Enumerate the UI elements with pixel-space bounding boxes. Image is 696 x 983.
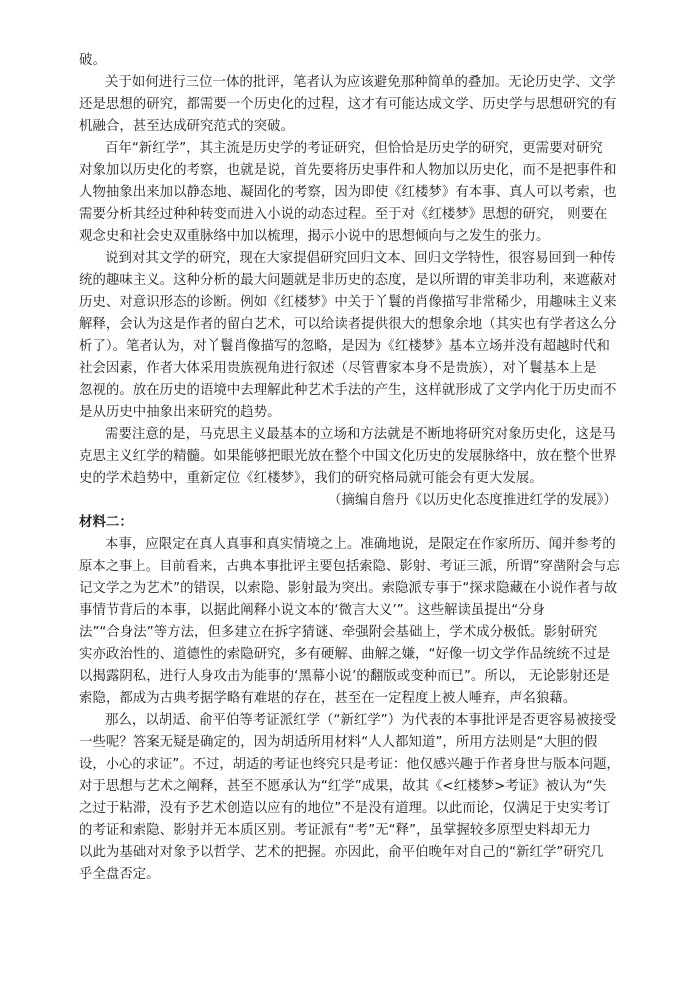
text-line: 还是思想的研究，都需要一个历史化的过程，这才有可能达成文学、历史学与思想研究的有 <box>79 97 617 112</box>
text-line: 原本之事上。目前看来，古典本事批评主要包括索隐、影射、考证三派，所谓“穿凿附会与忘 <box>79 559 620 574</box>
text-line: 对象加以历史化的考察，也就是说，首先要将历史事件和人物加以历史化，而不是把事件和 <box>79 163 617 178</box>
text-line: 是从历史中抽象出来研究的趋势。 <box>79 405 281 420</box>
section-heading: 材料二： <box>79 515 133 530</box>
text-line: 的考证和索隐、影射并无本质区别。考证派有“考”无“释”，虽掌握较多原型史料却无力 <box>79 823 591 838</box>
text-line: 破。 <box>79 53 106 68</box>
paragraph-start: 说到对其文学的研究，现在大家提倡研究回归文本、回归文学特性，很容易回到一种传 <box>105 251 616 266</box>
text-line: 机融合，甚至达成研究范式的突破。 <box>79 119 295 134</box>
text-line: 析了）。笔者认为，对丫鬟肖像描写的忽略，是因为《红楼梦》基本立场并没有超越时代和 <box>79 339 610 354</box>
text-line: 之过于粘滞，没有予艺术创造以应有的地位”不是没有道理。以此而论，仅满足于史实考订 <box>79 801 611 816</box>
text-line: 观念史和社会史双重脉络中加以梳理，揭示小说中的思想倾向与之发生的张力。 <box>79 229 550 244</box>
paragraph-start: 那么，以胡适、俞平伯等考证派红学（“新红学”）为代表的本事批评是否更容易被接受 <box>105 713 617 728</box>
text-line: 索隐，都成为古典考据学略有难堪的存在，甚至在一定程度上被人唾弃，声名狼藉。 <box>79 691 577 706</box>
text-line: 史的学术趋势中，重新定位《红楼梦》，我们的研究格局就可能会有更大发展。 <box>79 471 543 486</box>
text-line: 法”“合身法”等方法，但多建立在拆字猜谜、牵强附会基础上，学术成分极低。影射研究 <box>79 625 598 640</box>
text-line: 记文学之为艺术”的错误，以索隐、影射最为突出。索隐派专事于“探求隐藏在小说作者与故 <box>79 581 618 596</box>
text-line: 设，小心的求证”。不过，胡适的考证也终究只是考证：他仅感兴趣于作者身世与版本问题， <box>79 757 620 772</box>
text-line: 以揭露阴私，进行人身攻击为能事的‘黑幕小说’的翻版或变种而已”。所以， 无论影射还是 <box>79 669 610 684</box>
text-line: 一些呢？答案无疑是确定的，因为胡适所用材料“人人都知道”，所用方法则是“大胆的假 <box>79 735 598 750</box>
paragraph-start: 需要注意的是，马克思主义最基本的立场和方法就是不断地将研究对象历史化，这是马 <box>105 427 616 442</box>
text-line: 克思主义红学的精髓。如果能够把眼光放在整个中国文化历史的发展脉络中，放在整个世界 <box>79 449 617 464</box>
source-citation: （摘编自詹丹《以历史化态度推进红学的发展》） <box>328 493 617 508</box>
paragraph-start: 关于如何进行三位一体的批评，笔者认为应该避免那种简单的叠加。无论历史学、文学 <box>105 75 616 90</box>
text-line: 统的趣味主义。这种分析的最大问题就是非历史的态度，是以所谓的审美非功利，来遮蔽对 <box>79 273 617 288</box>
text-line: 实亦政治性的、道德性的索隐研究，多有硬解、曲解之嫌，“好像一切文学作品统统不过是 <box>79 647 611 662</box>
paragraph-start: 本事，应限定在真人真事和真实情境之上。准确地说，是限定在作家所历、闻并参考的 <box>105 537 616 552</box>
text-line: 事情节背后的本事，以据此阐释小说文本的‘微言大义’”。这些解读虽提出“分身 <box>79 603 546 618</box>
text-line: 社会因素，作者大体采用贵族视角进行叙述（尽管曹家本身不是贵族），对丫鬟基本上是 <box>79 361 597 376</box>
text-line: 解释，会认为这是作者的留白艺术，可以给读者提供很大的想象余地（其实也有学者这么分 <box>79 317 617 332</box>
paragraph-start: 百年“新红学”，其主流是历史学的考证研究，但恰恰是历史学的研究，更需要对研究 <box>105 141 603 156</box>
text-line: 乎全盘否定。 <box>79 867 160 882</box>
text-line: 以此为基础对对象予以哲学、艺术的把握。亦因此，俞平伯晚年对自己的“新红学”研究几 <box>79 845 604 860</box>
text-line: 需要分析其经过种种转变而进入小说的动态过程。至于对《红楼梦》思想的研究， 则要在 <box>79 207 608 222</box>
text-line: 历史、对意识形态的诊断。例如《红楼梦》中关于丫鬟的肖像描写非常稀少，用趣味主义来 <box>79 295 617 310</box>
text-line: 忽视的。放在历史的语境中去理解此种艺术手法的产生，这样就形成了文学内化于历史而不 <box>79 383 617 398</box>
text-line: 人物抽象出来加以静态地、凝固化的考察，因为即使《红楼梦》有本事、真人可以考索，也 <box>79 185 617 200</box>
text-line: 对于思想与艺术之阐释，甚至不愿承认为“红学”成果，故其《<红楼梦>考证》被认为“失 <box>79 779 607 794</box>
